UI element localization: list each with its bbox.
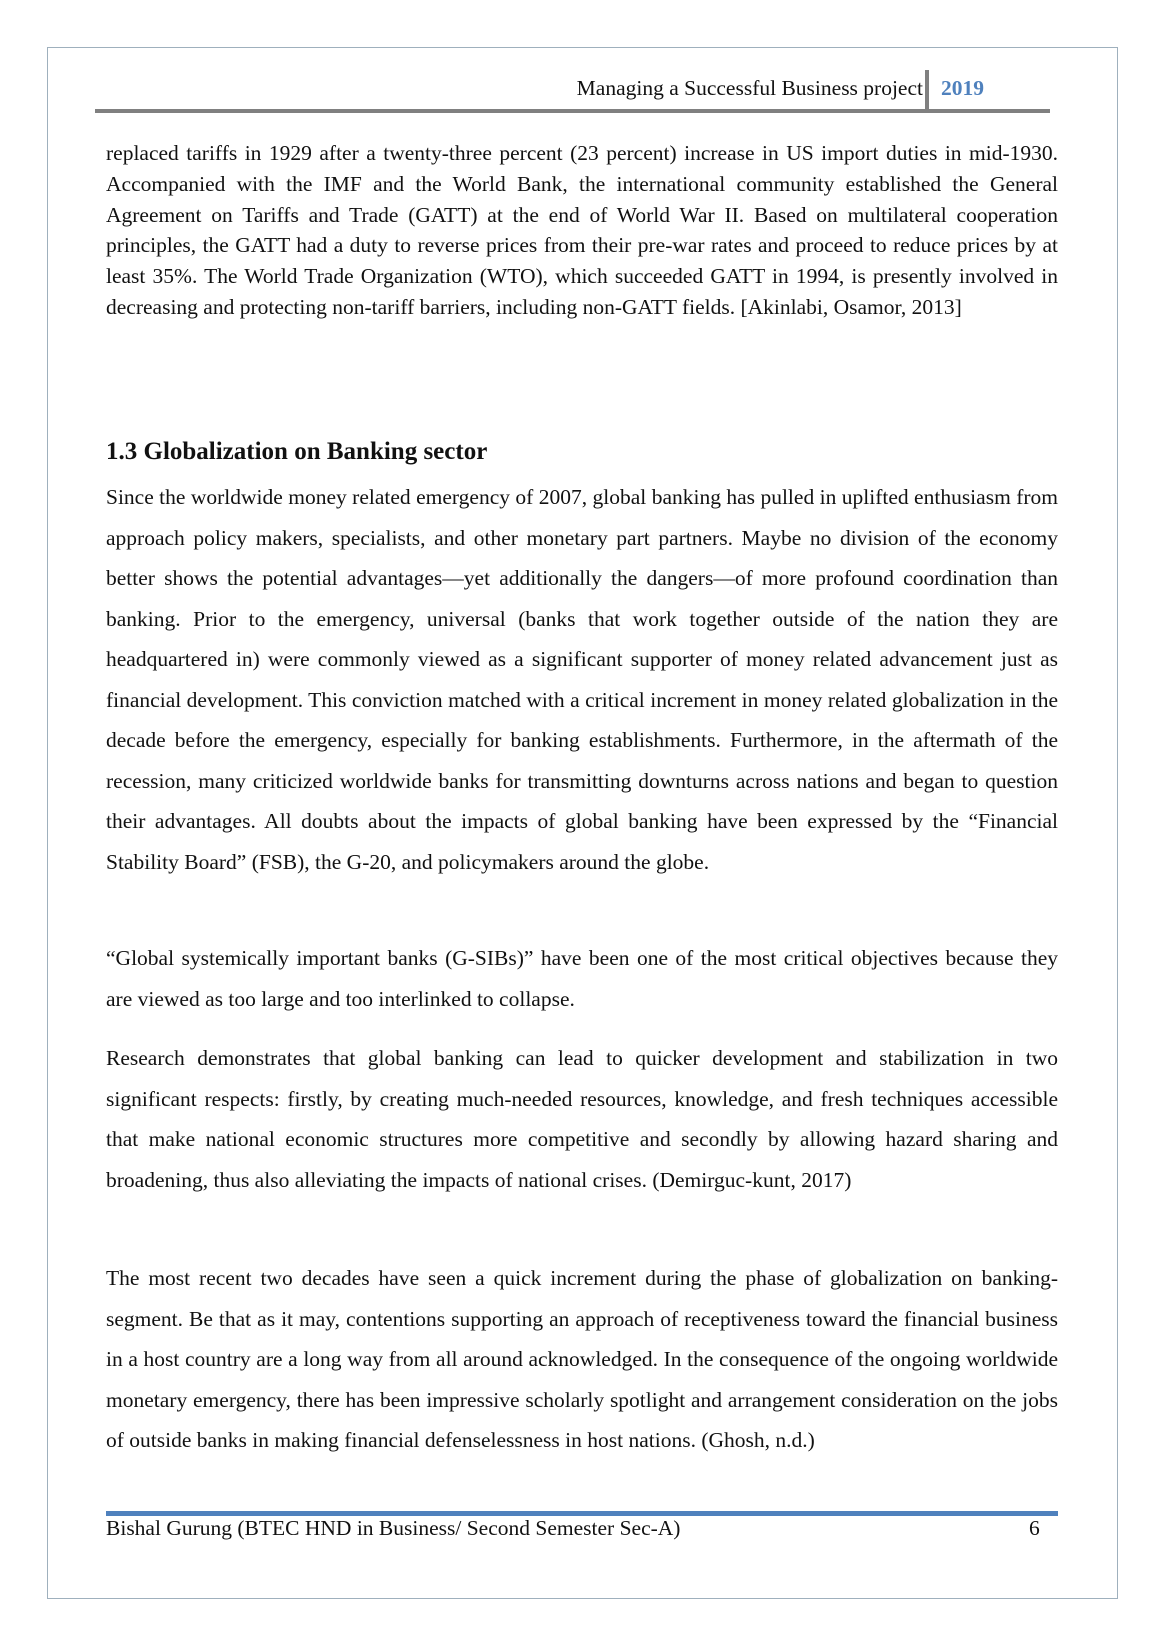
paragraph: Research demonstrates that global banking can lead to quicker development and stabilization in two significant respects: firstly, by creating much-needed resources, knowledge, and fresh techniques accessible that make national economic structures more competitive and secondly by allowing hazard sharing and broadening, thus also alleviating the impacts of national crises. (Demirguc-kunt, 2017) bbox=[106, 1046, 1058, 1192]
header-divider bbox=[925, 70, 929, 112]
page-header bbox=[95, 66, 1050, 114]
paragraph: The most recent two decades have seen a quick increment during the phase of globalization on banking-segment. Be that as it may, contentions supporting an approach of receptiveness toward the financial business in a host country are a long way from all around acknowledged. In the consequence of the ongoing worldwide monetary emergency, there has been impressive scholarly spotlight and arrangement consideration on the jobs of outside banks in making financial defenselessness in host nations. (Ghosh, n.d.) bbox=[106, 1266, 1058, 1452]
paragraph-3-block bbox=[106, 1038, 1058, 1200]
paragraph-2-block bbox=[106, 938, 1058, 1019]
footer-author: Bishal Gurung (BTEC HND in Business/ Second Semester Sec-A) bbox=[106, 1516, 681, 1540]
intro-paragraph: replaced tariffs in 1929 after a twenty-three percent (23 percent) increase in US import duties in mid-1930. Accompanied with the IMF and the World Bank, the international community established the General Agreement on Tariffs and Trade (GATT) at the end of World War II. Based on multilateral cooperation principles, the GATT had a duty to reverse prices from their pre-war rates and proceed to reduce prices by at least 35%. The World Trade Organization (WTO), which succeeded GATT in 1994, is presently involved in decreasing and protecting non-tariff barriers, including non-GATT fields. [Akinlabi, Osamor, 2013] bbox=[106, 141, 1058, 319]
paragraph: Since the worldwide money related emergency of 2007, global banking has pulled in uplifted enthusiasm from approach policy makers, specialists, and other monetary part partners. Maybe no division of the economy better shows the potential advantages—yet additionally the dangers—of more profound coordination than banking. Prior to the emergency, universal (banks that work together outside of the nation they are headquartered in) were commonly viewed as a significant supporter of money related advancement just as financial development. This conviction matched with a critical increment in money related globalization in the decade before the emergency, especially for banking establishments. Furthermore, in the aftermath of the recession, many criticized worldwide banks for transmitting downturns across nations and began to question their advantages. All doubts about the impacts of global banking have been expressed by the “Financial Stability Board” (FSB), the G-20, and policymakers around the globe. bbox=[106, 485, 1058, 874]
header-rule bbox=[95, 109, 1050, 113]
header-title: Managing a Successful Business project bbox=[576, 76, 923, 100]
header-year: 2019 bbox=[941, 76, 984, 100]
paragraph: “Global systemically important banks (G-SIBs)” have been one of the most critical objectives because they are viewed as too large and too interlinked to collapse. bbox=[106, 946, 1058, 1011]
section-heading: 1.3 Globalization on Banking sector bbox=[106, 438, 488, 465]
intro-text-block bbox=[106, 138, 1058, 323]
paragraph-1-block bbox=[106, 477, 1058, 882]
page-number: 6 bbox=[1029, 1516, 1040, 1540]
paragraph-4-block bbox=[106, 1258, 1058, 1461]
